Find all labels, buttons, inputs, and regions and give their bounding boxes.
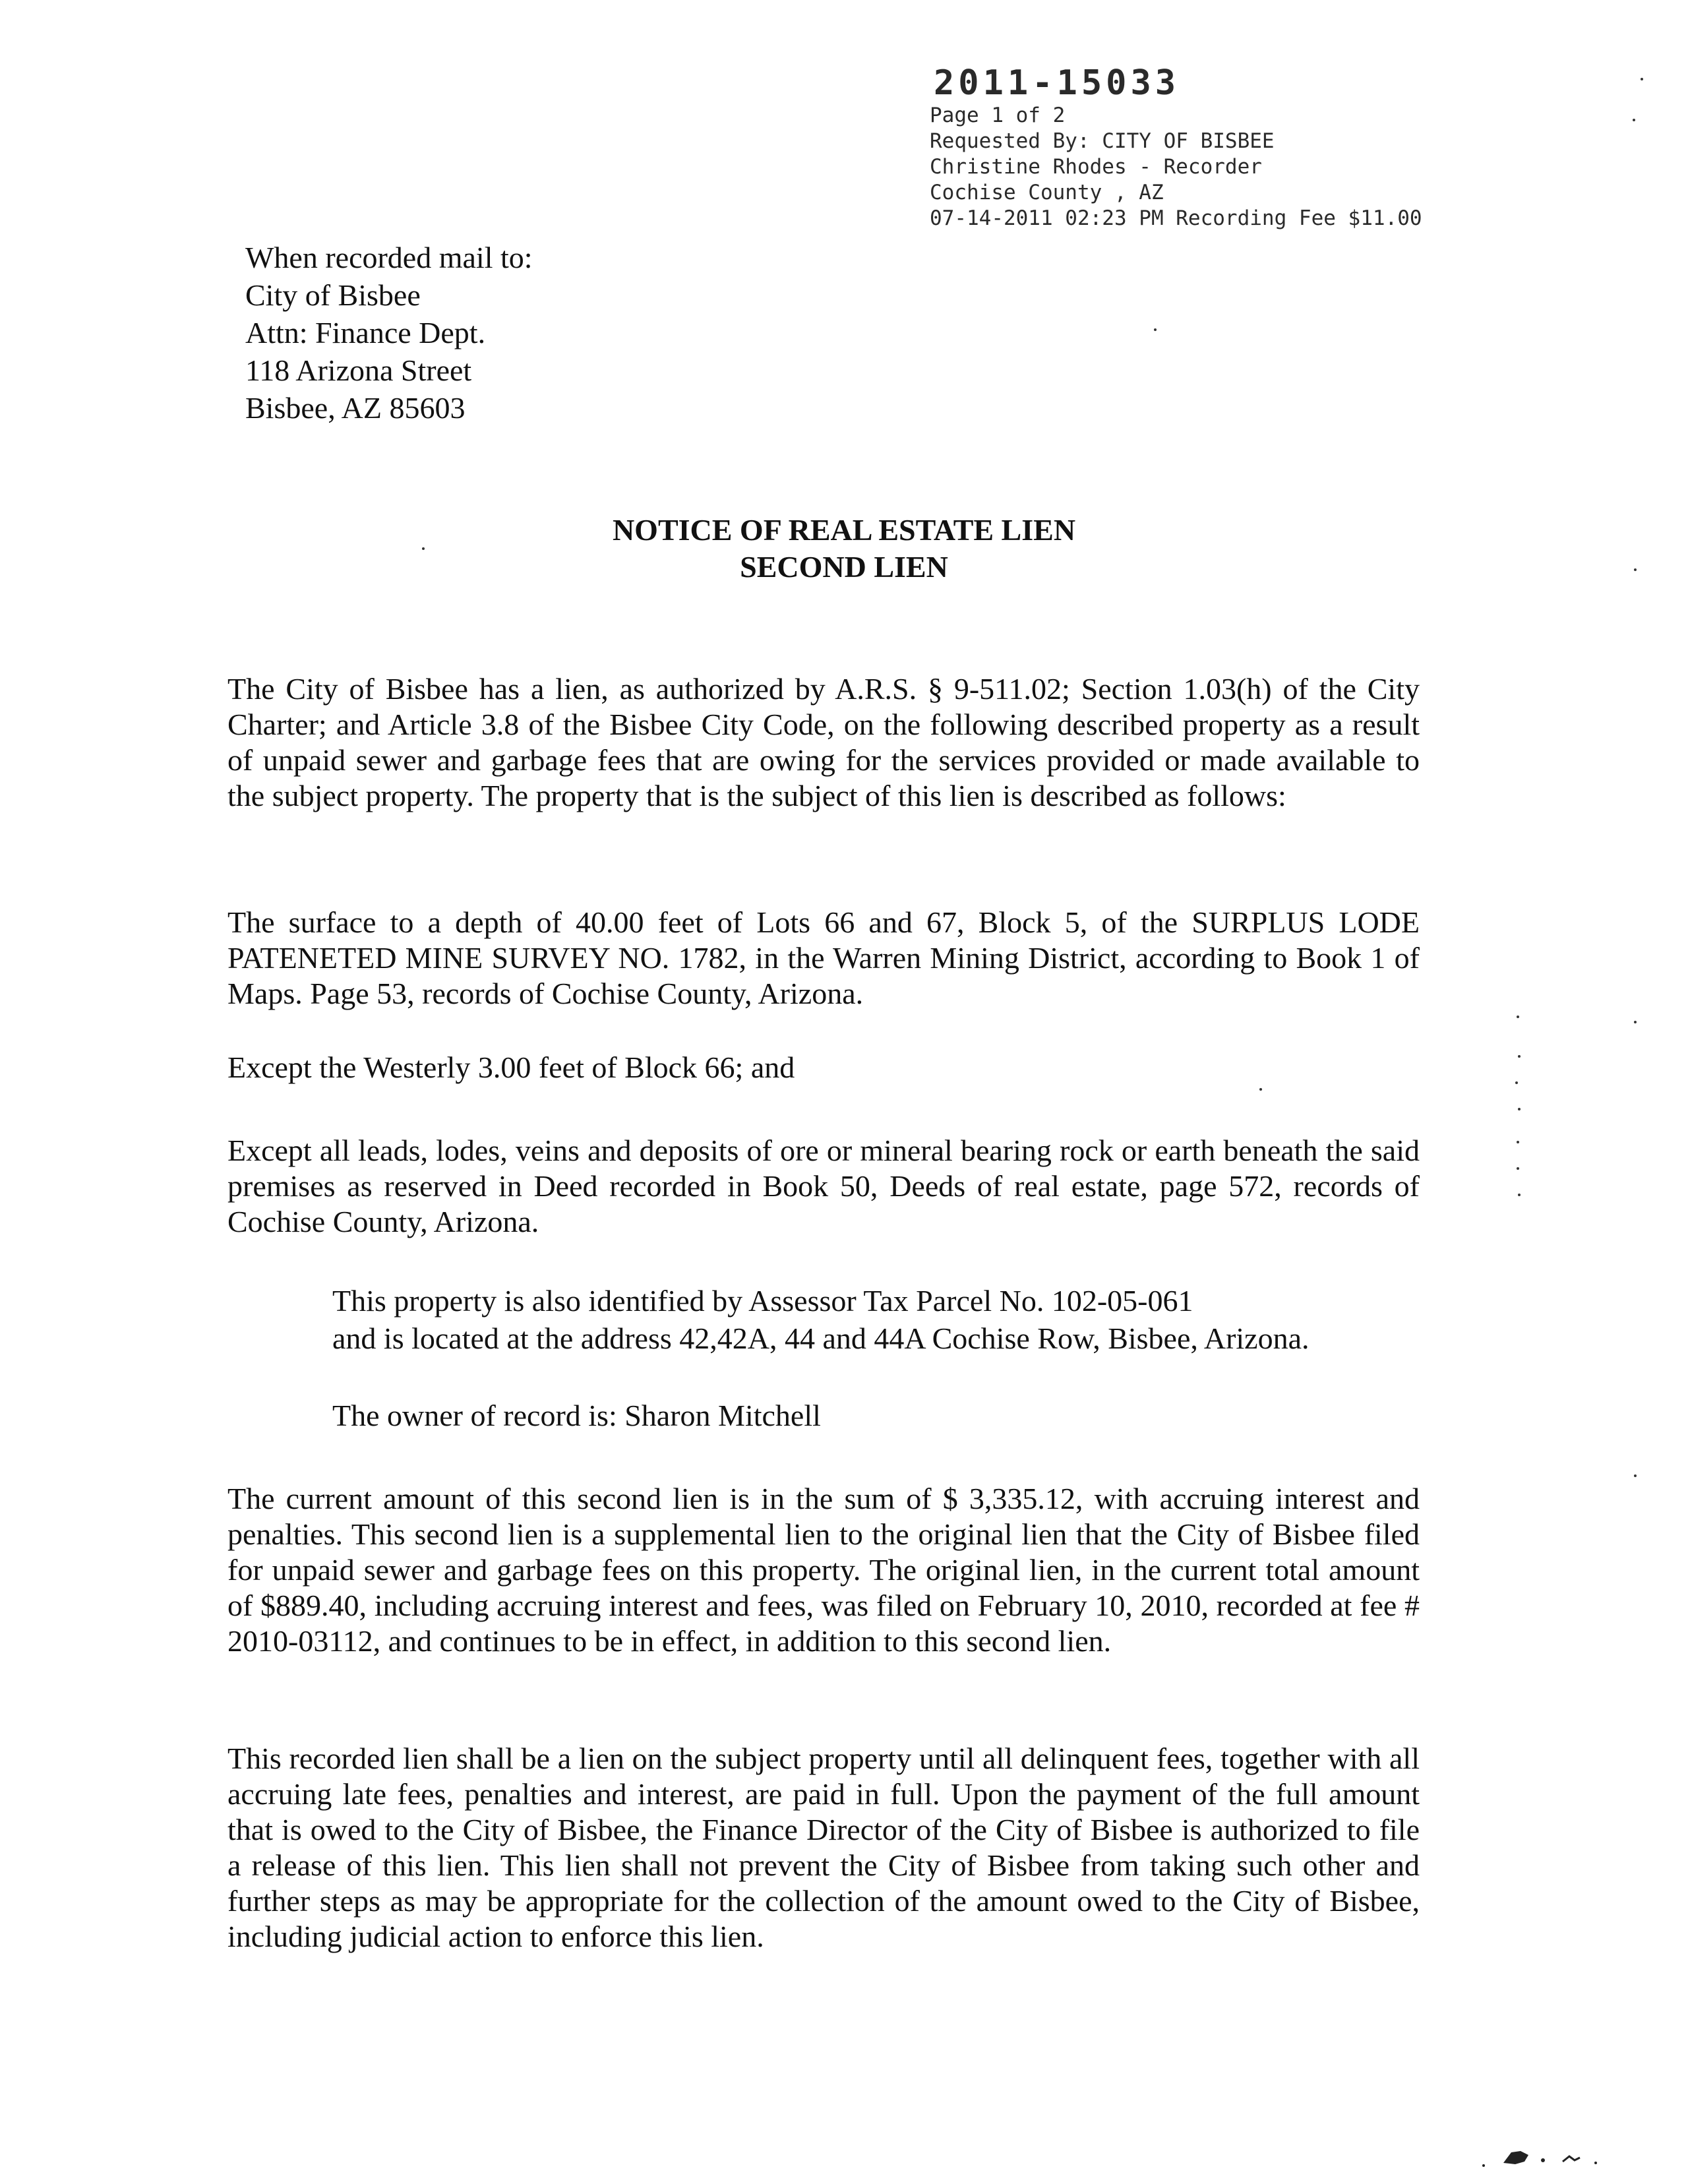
parcel-address-line: and is located at the address 42,42A, 44 and 44A Cochise Row, Bisbee, Arizona. xyxy=(332,1321,1310,1355)
scan-speck xyxy=(1517,1141,1519,1143)
title-line-2: SECOND LIEN xyxy=(740,550,948,584)
stamp-page: Page 1 of 2 xyxy=(930,104,1066,127)
scan-speck xyxy=(1634,1474,1637,1477)
parcel-number-line: This property is also identified by Assessor Tax Parcel No. 102-05-061 xyxy=(332,1284,1193,1318)
scan-speck xyxy=(1518,1194,1521,1196)
mail-to-heading: When recorded mail to: xyxy=(245,241,533,274)
lien-authority-paragraph: The City of Bisbee has a lien, as authorized by A.R.S. § 9-511.02; Section 1.03(h) of the City Charter; and Article 3.8 of the Bisbee City Code, on the following described property as a result of unpaid sewer and garbage fees that are owing for the services provided or made available to the subject property. The property that is the subject of this lien is described as follows: xyxy=(227,672,1420,812)
scan-speck xyxy=(1517,1016,1519,1018)
legal-description-paragraph: The surface to a depth of 40.00 feet of Lots 66 and 67, Block 5, of the SURPLUS LODE PATENETED MINE SURVEY NO. 1782, in the Warren Mining District, according to Book 1 of Maps. Page 53, records of Cochise County, Arizona. xyxy=(227,905,1420,1010)
title-line-1: NOTICE OF REAL ESTATE LIEN xyxy=(612,513,1076,547)
scan-speck xyxy=(1518,1108,1521,1110)
document-title xyxy=(0,512,1688,586)
scan-speck xyxy=(1259,1088,1262,1091)
lien-amount-paragraph: The current amount of this second lien is in the sum of $ 3,335.12, with accruing interest and penalties. This second lien is a supplemental lien to the original lien that the City of Bisbee filed for unpaid sewer and garbage fees on this property. The original lien, in the current total amount of $889.40, including accruing interest and fees, was filed on February 10, 2010, recorded at fee # 2010-03112, and continues to be in effect, in addition to this second lien. xyxy=(227,1482,1420,1658)
scan-artifact-mark xyxy=(1464,2143,1609,2169)
scan-speck xyxy=(1633,119,1635,121)
scan-speck xyxy=(1641,78,1643,80)
exception-westerly-paragraph: Except the Westerly 3.00 feet of Block 66; and xyxy=(227,1050,795,1084)
stamp-requested-by: Requested By: CITY OF BISBEE xyxy=(930,129,1275,153)
owner-of-record: The owner of record is: Sharon Mitchell xyxy=(332,1399,821,1432)
scan-speck xyxy=(1154,328,1157,331)
scan-speck xyxy=(1517,1167,1519,1170)
stamp-recorder: Christine Rhodes - Recorder xyxy=(930,155,1262,179)
parcel-info xyxy=(332,1282,1310,1357)
mail-to-name: City of Bisbee xyxy=(245,278,421,312)
exception-minerals-paragraph: Except all leads, lodes, veins and deposits of ore or mineral bearing rock or earth beneath the said premises as reserved in Deed recorded in Book 50, Deeds of real estate, page 572, records of Cochise County, Arizona. xyxy=(227,1134,1420,1238)
document-number: 2011-15033 xyxy=(934,63,1180,103)
recorder-stamp xyxy=(930,63,1422,231)
mail-to-city: Bisbee, AZ 85603 xyxy=(245,391,466,425)
stamp-recorded-datetime: 07-14-2011 02:23 PM Recording Fee $11.00 xyxy=(930,206,1422,230)
scan-speck xyxy=(422,547,425,550)
mail-to-street: 118 Arizona Street xyxy=(245,353,472,387)
scan-speck xyxy=(1634,1021,1637,1023)
lien-duration-paragraph: This recorded lien shall be a lien on the subject property until all delinquent fees, together with all accruing late fees, penalties and interest, are paid in full. Upon the payment of the full amount that is owed to the City of Bisbee, the Finance Director of the City of Bisbee is authorized to file a release of this lien. This lien shall not prevent the City of Bisbee from taking such other and further steps as may be appropriate for the collection of the amount owed to the City of Bisbee, including judicial action to enforce this lien. xyxy=(227,1742,1420,1953)
scan-speck xyxy=(1518,1055,1521,1058)
stamp-county: Cochise County , AZ xyxy=(930,181,1164,204)
scan-speck xyxy=(1634,568,1637,571)
mail-to-address xyxy=(245,239,533,427)
mail-to-attn: Attn: Finance Dept. xyxy=(245,316,486,349)
scan-speck xyxy=(1515,1081,1518,1084)
